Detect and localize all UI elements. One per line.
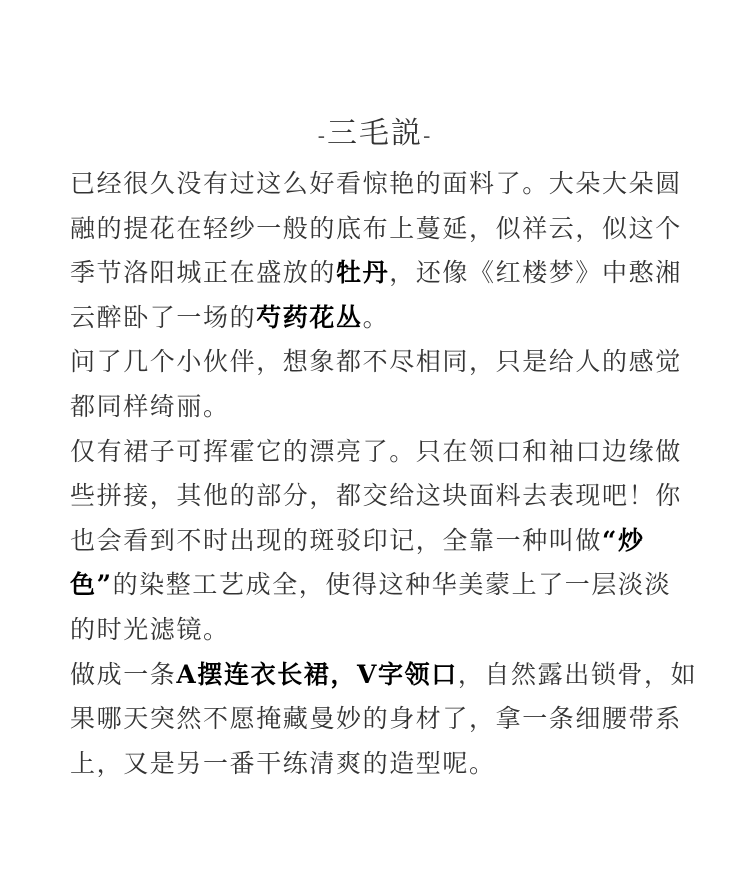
text-line xyxy=(70,340,690,385)
text-line xyxy=(70,519,690,564)
text-span: ，还像《红楼梦》中憨湘 xyxy=(389,258,682,288)
page-title xyxy=(0,108,750,152)
text-span: ，自然露出锁骨，如 xyxy=(457,659,698,689)
text-line xyxy=(70,474,690,519)
text-line xyxy=(70,430,690,475)
text-span: 的染整工艺成全，使得这种华美蒙上了一层淡淡 xyxy=(112,570,672,600)
text-line xyxy=(70,251,690,296)
text-line xyxy=(70,207,690,252)
bold-text: 色” xyxy=(70,570,113,600)
bold-text: 芍药花丛 xyxy=(256,302,363,332)
text-line xyxy=(70,697,690,742)
text-span: 都同样绮丽。 xyxy=(70,391,230,421)
title-text: 三毛説 xyxy=(327,116,423,151)
text-span: 季节洛阳城正在盛放的 xyxy=(70,258,337,288)
article-body xyxy=(70,162,698,786)
title-left-dash: - xyxy=(317,124,327,149)
text-line xyxy=(70,742,690,787)
title-right-dash: - xyxy=(423,124,433,149)
text-span: 仅有裙子可挥霍它的漂亮了。只在领口和袖口边缘做 xyxy=(70,436,682,466)
text-span: 做成一条 xyxy=(70,659,177,689)
text-line xyxy=(70,563,690,608)
text-span: 问了几个小伙伴，想象都不尽相同，只是给人的感觉 xyxy=(70,347,682,377)
text-span: 云醉卧了一场的 xyxy=(70,302,257,332)
text-line xyxy=(70,385,690,430)
text-span: 上，又是另一番干练清爽的造型呢。 xyxy=(70,748,496,778)
text-line xyxy=(70,653,698,698)
bold-text: A摆连衣长裙，V字领口 xyxy=(176,659,458,689)
text-span: 也会看到不时出现的斑驳印记，全靠一种叫做 xyxy=(70,525,603,555)
text-span: 些拼接，其他的部分，都交给这块面料去表现吧！你 xyxy=(70,481,682,511)
text-span: 果哪天突然不愿掩藏曼妙的身材了，拿一条细腰带系 xyxy=(70,704,682,734)
text-line xyxy=(70,296,690,341)
text-span: 的时光滤镜。 xyxy=(70,614,230,644)
bold-text: “炒 xyxy=(602,525,645,555)
text-line xyxy=(70,608,690,653)
text-span: 。 xyxy=(362,302,390,332)
text-span: 已经很久没有过这么好看惊艳的面料了。大朵大朵圆 xyxy=(70,169,682,198)
text-line xyxy=(70,162,690,207)
text-span: 融的提花在轻纱一般的底布上蔓延，似祥云，似这个 xyxy=(70,213,682,243)
bold-text: 牡丹 xyxy=(336,258,390,288)
